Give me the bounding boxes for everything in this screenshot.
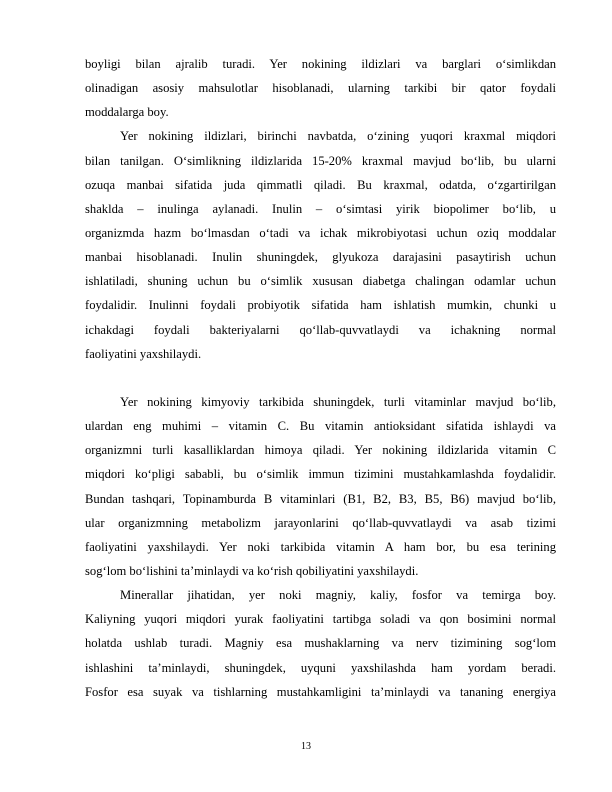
text-line: shaklda – inulinga aylanadi. Inulin – o‘simtasi yirik biopolimer bo‘lib, u	[85, 201, 556, 216]
text-line: Yer nokining kimyoviy tarkibida shuningdek, turli vitaminlar mavjud bo‘lib,	[120, 394, 556, 409]
text-line: Bundan tashqari, Topinamburda B vitaminlari (B1, B2, B3, B5, B6) mavjud bo‘lib,	[85, 491, 556, 506]
text-line: moddalarga boy.	[85, 105, 169, 120]
text-line: holatda ushlab turadi. Magniy esa mushaklarning va nerv tizimining sog‘lom	[85, 636, 556, 651]
text-line: ozuqa manbai sifatida juda qimmatli qiladi. Bu kraxmal, odatda, o‘zgartirilgan	[85, 177, 556, 192]
text-line: bilan tanilgan. O‘simlikning ildizlarida 15-20% kraxmal mavjud bo‘lib, bu ularni	[85, 153, 556, 168]
text-line: faoliyatini yaxshilaydi.	[85, 346, 202, 361]
paragraph	[85, 52, 556, 124]
text-line: Kaliyning yuqori miqdori yurak faoliyatini tartibga soladi va qon bosimini normal	[85, 612, 556, 627]
text-line: faoliyatini yaxshilaydi. Yer noki tarkibida vitamin A ham bor, bu esa terining	[85, 539, 556, 554]
paragraph-spacer	[85, 366, 556, 390]
text-line: ishlashini ta’minlaydi, shuningdek, uyquni yaxshilashda ham yordam beradi.	[85, 660, 556, 675]
text-line: foydalidir. Inulinni foydali probiyotik sifatida ham ishlatish mumkin, chunki u	[85, 298, 556, 313]
paragraph	[85, 390, 556, 583]
text-line: miqdori ko‘pligi sababli, bu o‘simlik immun tizimini mustahkamlashda foydalidir.	[85, 467, 556, 482]
text-line: ichakdagi foydali bakteriyalarni qo‘llab-quvvatlaydi va ichakning normal	[85, 322, 556, 337]
text-line: Fosfor esa suyak va tishlarning mustahkamligini ta’minlaydi va tananing energiya	[85, 684, 556, 699]
text-line: Yer nokining ildizlari, birinchi navbatda, o‘zining yuqori kraxmal miqdori	[120, 129, 556, 144]
text-line: Minerallar jihatidan, yer noki magniy, kaliy, fosfor va temirga boy.	[120, 588, 556, 603]
page-number: 13	[301, 741, 311, 752]
text-line: organizmda hazm bo‘lmasdan o‘tadi va ichak mikrobiyotasi uchun oziq moddalar	[85, 225, 556, 240]
text-line: ular organizmning metabolizm jarayonlarini qo‘llab-quvvatlaydi va asab tizimi	[85, 515, 556, 530]
text-line: boyligi bilan ajralib turadi. Yer nokining ildizlari va barglari o‘simlikdan	[85, 57, 556, 71]
document-body	[85, 52, 556, 704]
text-line: organizmni turli kasalliklardan himoya qiladi. Yer nokining ildizlarida vitamin C	[85, 443, 556, 458]
text-line: manbai hisoblanadi. Inulin shuningdek, glyukoza darajasini pasaytirish uchun	[85, 250, 556, 265]
text-line: ulardan eng muhimi – vitamin C. Bu vitamin antioksidant sifatida ishlaydi va	[85, 419, 556, 434]
text-line: olinadigan asosiy mahsulotlar hisoblanadi, ularning tarkibi bir qator foydali	[85, 81, 556, 96]
text-line: sog‘lom bo‘lishini ta’minlaydi va ko‘rish qobiliyatini yaxshilaydi.	[85, 563, 419, 578]
text-line: ishlatiladi, shuning uchun bu o‘simlik xususan diabetga chalingan odamlar uchun	[85, 274, 556, 289]
paragraph	[85, 583, 556, 704]
paragraph	[85, 124, 556, 365]
